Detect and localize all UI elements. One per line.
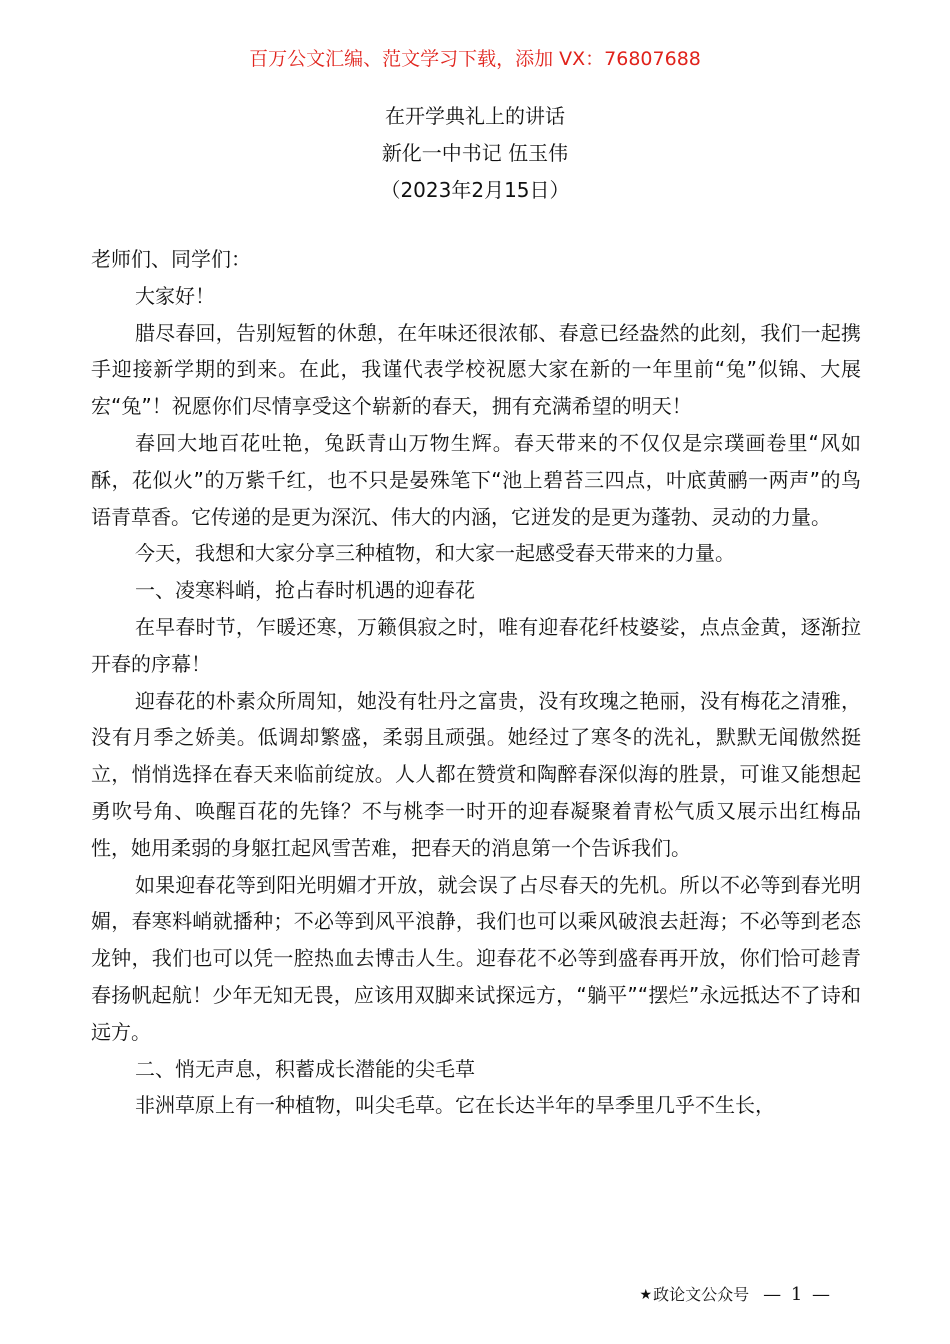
paragraph: 在早春时节，乍暖还寒，万籁俱寂之时，唯有迎春花纤枝婆娑，点点金黄，逐渐拉开春的序幕！ [91, 614, 861, 676]
paragraph: 非洲草原上有一种植物，叫尖毛草。它在长达半年的旱季里几乎不生长， [135, 1093, 775, 1118]
date-line: （2023年2月15日） [380, 178, 570, 202]
paragraph: 迎春花的朴素众所周知，她没有牡丹之富贵，没有玫瑰之艳丽，没有梅花之清雅，没有月季之娇美。低调却繁盛，柔弱且顽强。她经过了寒冬的洗礼，默默无闻傲然挺立，悄悄选择在春天来临前绽放。人人都在赞赏和陶醉春深似海的胜景，可谁又能想起勇吹号角、唤醒百花的先锋？不与桃李一时开的迎春凝聚着青松气质又展示出红梅品性，她用柔弱的身躯扛起风雪苦难，把春天的消息第一个告诉我们。 [91, 688, 861, 860]
document-title: 在开学典礼上的讲话 [385, 104, 565, 128]
paragraph: 春回大地百花吐艳，兔跃青山万物生辉。春天带来的不仅仅是宗璞画卷里“风如酥，花似火”的万紫千红，也不只是晏殊笔下“池上碧苔三四点，叶底黄鹂一两声”的鸟语青草香。它传递的是更为深沉、伟大的内涵，它迸发的是更为蓬勃、灵动的力量。 [91, 430, 861, 529]
speaker-line: 新化一中书记 伍玉伟 [381, 141, 569, 165]
speech-body [91, 241, 861, 1124]
title-block [0, 98, 950, 209]
page-number: — 1 — [763, 1284, 832, 1305]
star-icon: ★ [639, 1287, 653, 1303]
watermark-text: 百万公文汇编、范文学习下载，添加 VX：76807688 [249, 48, 701, 70]
paragraph: 腊尽春回，告别短暂的休憩，在年味还很浓郁、春意已经盎然的此刻，我们一起携手迎接新学期的到来。在此，我谨代表学校祝愿大家在新的一年里前“兔”似锦、大展宏“兔”！祝愿你们尽情享受这个崭新的春天，拥有充满希望的明天！ [91, 320, 861, 419]
salutation: 老师们、同学们： [91, 247, 251, 271]
paragraph-greeting: 大家好！ [135, 283, 215, 308]
paragraph: 今天，我想和大家分享三种植物，和大家一起感受春天带来的力量。 [135, 541, 735, 566]
section-heading: 一、凌寒料峭，抢占春时机遇的迎春花 [135, 578, 475, 603]
footer-source: 政论文公众号 [653, 1285, 750, 1304]
page-footer [640, 1282, 832, 1308]
paragraph: 如果迎春花等到阳光明媚才开放，就会误了占尽春天的先机。所以不必等到春光明媚，春寒料峭就播种；不必等到风平浪静，我们也可以乘风破浪去赶海；不必等到老态龙钟，我们也可以凭一腔热血去博击人生。迎春花不必等到盛春再开放，你们恰可趁青春扬帆起航！少年无知无畏，应该用双脚来试探远方，“躺平”“摆烂”永远抵达不了诗和远方。 [91, 872, 861, 1044]
section-heading: 二、悄无声息，积蓄成长潜能的尖毛草 [135, 1056, 475, 1081]
